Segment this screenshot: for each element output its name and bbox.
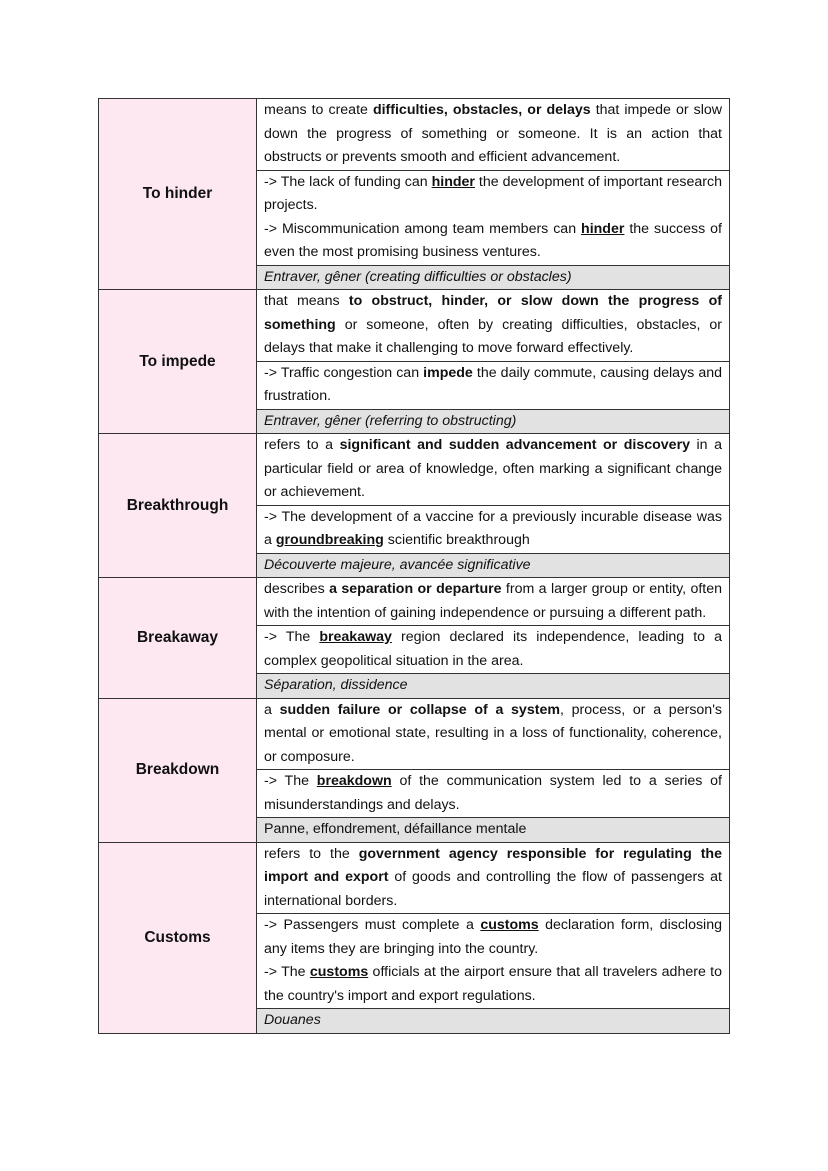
definition-cell bbox=[257, 578, 730, 626]
highlighted-word: breakdown bbox=[316, 773, 392, 789]
highlighted-word: breakaway bbox=[319, 629, 392, 645]
text-run: means to create bbox=[264, 102, 373, 118]
text-run: refers to a bbox=[264, 437, 340, 453]
text-run: of the communication system led to a series of misunderstandings and delays. bbox=[264, 773, 722, 813]
text-run: of goods and controlling the flow of passengers at international borders. bbox=[264, 869, 722, 909]
key-phrase: a separation or departure bbox=[329, 581, 502, 597]
text-run: a bbox=[264, 701, 280, 718]
example-cell bbox=[257, 361, 730, 409]
key-phrase: difficulties, obstacles, or delays bbox=[372, 102, 591, 118]
highlighted-word: customs bbox=[309, 964, 369, 980]
text-run: -> The bbox=[264, 629, 320, 645]
text-run: or someone, often by creating difficulties, obstacles, or delays that make it challenging to move forward effectively. bbox=[264, 316, 722, 356]
highlighted-word: hinder bbox=[431, 173, 475, 190]
text-run: -> Traffic congestion can bbox=[264, 364, 424, 381]
entry-row bbox=[99, 99, 730, 171]
text-run: , process, or a person's mental or emotional state, resulting in a loss of functionality, coherence, or composure. bbox=[264, 701, 722, 765]
term-cell: Breakdown bbox=[99, 698, 257, 842]
key-phrase: significant and sudden advancement or discovery bbox=[339, 437, 690, 453]
translation-cell: Entraver, gêner (referring to obstructing) bbox=[257, 409, 730, 434]
text-run: officials at the airport ensure that all travelers adhere to the country's import and export regulations. bbox=[264, 964, 722, 1004]
text-run: in a particular field or area of knowledge, often marking a significant change or achievement. bbox=[264, 437, 722, 500]
text-run: that impede or slow down the progress of something or someone. It is an action that obstructs or prevents smooth and efficient advancement. bbox=[264, 102, 722, 165]
highlighted-word: customs bbox=[480, 917, 539, 933]
term-cell: Breakthrough bbox=[99, 434, 257, 578]
term-cell: Breakaway bbox=[99, 578, 257, 699]
text-run: declaration form, disclosing any items they are bringing into the country. bbox=[264, 917, 722, 957]
text-run: refers to the bbox=[264, 845, 359, 862]
translation-cell: Découverte majeure, avancée significative bbox=[257, 553, 730, 578]
text-run: -> The bbox=[264, 964, 310, 980]
text-run: scientific breakthrough bbox=[383, 532, 530, 548]
term-cell: To hinder bbox=[99, 99, 257, 290]
text-run: -> Passengers must complete a bbox=[264, 917, 481, 933]
example-cell bbox=[257, 770, 730, 818]
definition-cell bbox=[257, 842, 730, 914]
translation-cell: Douanes bbox=[257, 1009, 730, 1034]
translation-cell: Entraver, gêner (creating difficulties or obstacles) bbox=[257, 265, 730, 290]
text-run: that means bbox=[264, 293, 349, 309]
entry-row bbox=[99, 842, 730, 914]
text-run: -> The lack of funding can bbox=[264, 173, 432, 190]
text-run: the daily commute, causing delays and frustration. bbox=[264, 364, 722, 404]
key-phrase: impede bbox=[423, 364, 473, 381]
text-run: region declared its independence, leading to a complex geopolitical situation in the area. bbox=[264, 629, 722, 669]
definition-cell bbox=[257, 698, 730, 770]
text-run: -> The bbox=[264, 773, 317, 789]
entry-row bbox=[99, 698, 730, 770]
translation-cell: Séparation, dissidence bbox=[257, 674, 730, 699]
key-phrase: government agency responsible for regulating the import and export bbox=[264, 845, 722, 885]
highlighted-word: groundbreaking bbox=[275, 532, 384, 548]
text-run: the development of important research projects. bbox=[264, 173, 722, 213]
entry-row bbox=[99, 290, 730, 362]
translation-cell: Panne, effondrement, défaillance mentale bbox=[257, 818, 730, 843]
text-run: describes bbox=[264, 581, 330, 597]
vocabulary-table bbox=[98, 98, 730, 1034]
highlighted-word: hinder bbox=[581, 220, 625, 237]
term-cell: To impede bbox=[99, 290, 257, 434]
term-cell: Customs bbox=[99, 842, 257, 1033]
example-cell bbox=[257, 914, 730, 1009]
key-phrase: sudden failure or collapse of a system bbox=[279, 701, 560, 718]
example-cell bbox=[257, 170, 730, 265]
definition-cell bbox=[257, 434, 730, 506]
entry-row bbox=[99, 434, 730, 506]
key-phrase: to obstruct, hinder, or slow down the progress of something bbox=[264, 293, 722, 333]
definition-cell bbox=[257, 99, 730, 171]
text-run: -> Miscommunication among team members can bbox=[264, 220, 582, 237]
text-run: the success of even the most promising business ventures. bbox=[264, 220, 722, 260]
text-run: -> The development of a vaccine for a previously incurable disease was a bbox=[264, 508, 722, 548]
vocabulary-table-body bbox=[99, 99, 730, 1034]
text-run: from a larger group or entity, often with the intention of gaining independence or pursuing a different path. bbox=[264, 581, 722, 621]
example-cell bbox=[257, 505, 730, 553]
definition-cell bbox=[257, 290, 730, 362]
entry-row bbox=[99, 578, 730, 626]
example-cell bbox=[257, 626, 730, 674]
